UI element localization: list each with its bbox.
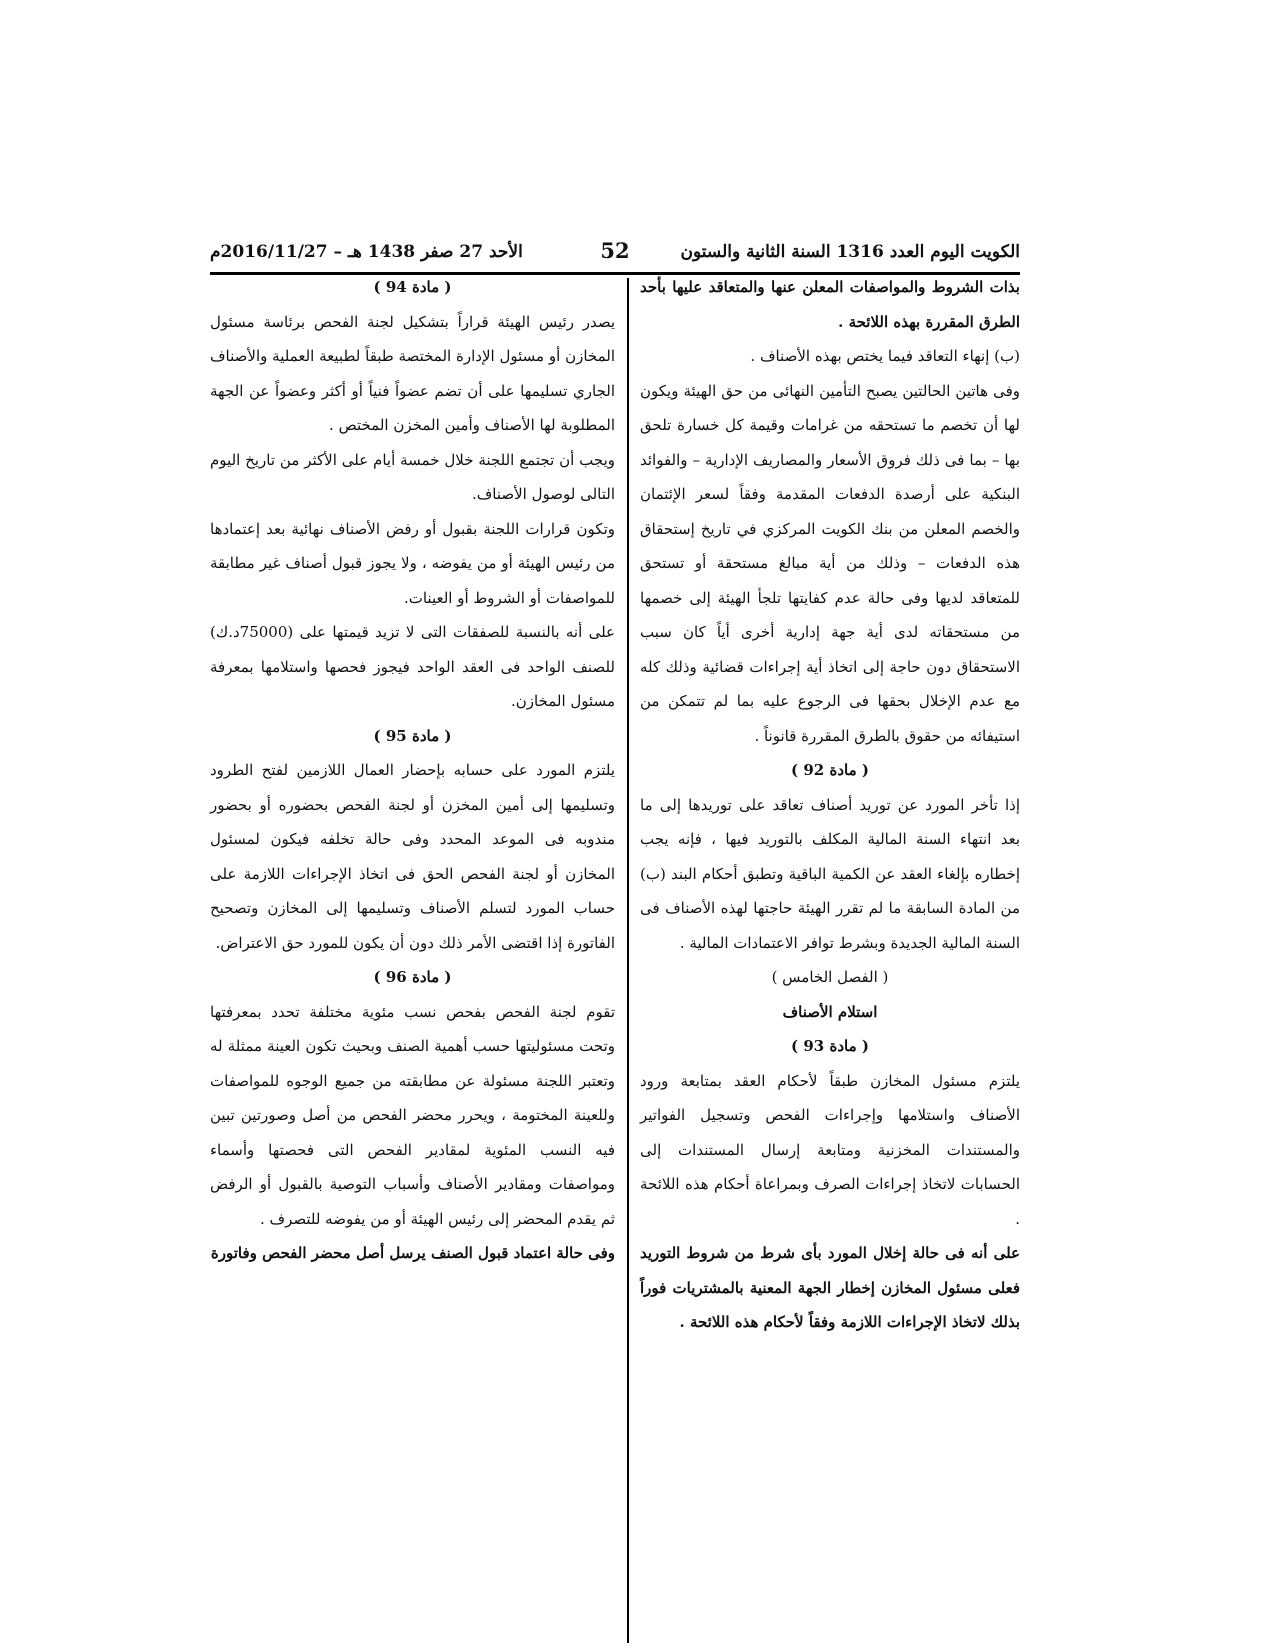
- paragraph: إذا تأخر المورد عن توريد أصناف تعاقد على توريدها إلى ما بعد انتهاء السنة المالية المكلف بالتوريد فيها ، فإنه يجب إخطاره بإلغاء العقد عن الكمية الباقية وتطبق أحكام البند (ب) من المادة السابقة ما لم تقرر الهيئة حاجتها لهذه الأصناف فى السنة المالية الجديدة وبشرط توافر الاعتمادات المالية .: [640, 795, 1020, 952]
- paragraph: ويجب أن تجتمع اللجنة خلال خمسة أيام على الأكثر من تاريخ اليوم التالى لوصول الأصناف.: [210, 450, 615, 503]
- article-title: ( مادة 92 ): [791, 761, 869, 779]
- article-title: ( مادة 96 ): [373, 968, 452, 986]
- chapter-subtitle: استلام الأصناف: [782, 1002, 878, 1021]
- paragraph: على أنه بالنسبة للصفقات التى لا تزيد قيمتها على (75000د.ك) للصنف الواحد فى العقد الواحد فيجوز فحصها واستلامها بمعرفة مسئول المخازن.: [210, 623, 615, 710]
- right-column: [640, 270, 1020, 1340]
- chapter-title: ( الفصل الخامس ): [771, 968, 889, 986]
- article-title: ( مادة 95 ): [373, 726, 452, 745]
- header-date: الأحد 27 صفر 1438 هـ – 2016/11/27م: [210, 242, 523, 262]
- paragraph: تقوم لجنة الفحص بفحص نسب مئوية مختلفة تحدد بمعرفتها وتحت مسئوليتها حسب أهمية الصنف وبحيث تكون العينة ممثلة له وتعتبر اللجنة مسئولة عن مطابقته من جميع الوجوه للمواصفات وللعينة المختومة ، ويحرر محضر الفحص من أصل وصورتين تبين فيه النسب المئوية لمقادير الفحص التى فحصتها وأسماء ومواصفات ومقادير الأصناف وأسباب التوصية بالقبول أو الرفض ثم يقدم المحضر إلى رئيس الهيئة أو من يفوضه للتصرف .: [210, 1002, 615, 1228]
- paragraph: على أنه فى حالة إخلال المورد بأى شرط من شروط التوريد فعلى مسئول المخازن إخطار الجهة المعنية بالمشتريات فوراً بذلك لاتخاذ الإجراءات اللازمة وفقاً لأحكام هذه اللائحة .: [640, 1244, 1020, 1331]
- article-title: ( مادة 93 ): [791, 1037, 869, 1055]
- paragraph: (ب) إنهاء التعاقد فيما يختص بهذه الأصناف .: [750, 347, 1020, 365]
- paragraph: بذات الشروط والمواصفات المعلن عنها والمتعاقد عليها بأحد الطرق المقررة بهذه اللائحة .: [640, 278, 1020, 331]
- paragraph: يلتزم المورد على حسابه بإحضار العمال اللازمين لفتح الطرود وتسليمها إلى أمين المخزن أو لجنة الفحص بحضوره أو بحضور مندوبه فى الموعد المحدد وفى حالة تخلفه فيكون لمسئول المخازن أو لجنة الفحص الحق فى اتخاذ الإجراءات اللازمة على حساب المورد لتسلم الأصناف وتسليمها إلى المخازن وتصحيح الفاتورة إذا اقتضى الأمر ذلك دون أن يكون للمورد حق الاعتراض.: [210, 761, 615, 952]
- paragraph: وفى حالة اعتماد قبول الصنف يرسل أصل محضر الفحص وفاتورة: [210, 1244, 615, 1262]
- header-issue-info: الكويت اليوم العدد 1316 السنة الثانية والستون: [680, 242, 1020, 262]
- paragraph: وفى هاتين الحالتين يصبح التأمين النهائى من حق الهيئة ويكون لها أن تخصم ما تستحقه من غرامات وقيمة كل خسارة تلحق بها – بما فى ذلك فروق الأسعار والمصاريف الإدارية – والفوائد البنكية على أرصدة الدفعات المقدمة وفقاً لسعر الإئتمان والخصم المعلن من بنك الكويت المركزي في تاريخ إستحقاق هذه الدفعات – وذلك من أية مبالغ مستحقة أو تستحق للمتعاقد لديها وفى حالة عدم كفايتها تلجأ الهيئة إلى خصمها من مستحقاته لدى أية جهة إدارية أخرى أياً كان سبب الاستحقاق دون حاجة إلى اتخاذ أية إجراءات قضائية وذلك كله مع عدم الإخلال بحقها فى الرجوع عليه بما لم تتمكن من استيفائه من حقوق بالطرق المقررة قانوناً .: [640, 381, 1020, 745]
- paragraph: يلتزم مسئول المخازن طبقاً لأحكام العقد بمتابعة ورود الأصناف واستلامها وإجراءات الفحص وتسجيل الفواتير والمستندات المخزنية ومتابعة إرسال المستندات إلى الحسابات لاتخاذ إجراءات الصرف وبمراعاة أحكام هذه اللائحة .: [640, 1071, 1020, 1228]
- column-divider: [627, 278, 629, 1643]
- article-title: ( مادة 94 ): [373, 278, 452, 296]
- page-header: [210, 238, 1020, 268]
- paragraph: يصدر رئيس الهيئة قراراً بتشكيل لجنة الفحص برئاسة مسئول المخازن أو مسئول الإدارة المختصة طبقاً لطبيعة العملية والأصناف الجاري تسليمها على أن تضم عضواً فنياً أو أكثر وعضواً عن الجهة المطلوبة لها الأصناف وأمين المخزن المختص .: [210, 312, 615, 434]
- left-column: [210, 270, 615, 1271]
- paragraph: وتكون قرارات اللجنة بقبول أو رفض الأصناف نهائية بعد إعتمادها من رئيس الهيئة أو من يفوضه ، ولا يجوز قبول أصناف غير مطابقة للمواصفات أو الشروط أو العينات.: [210, 519, 615, 607]
- header-page-number: 52: [600, 238, 630, 263]
